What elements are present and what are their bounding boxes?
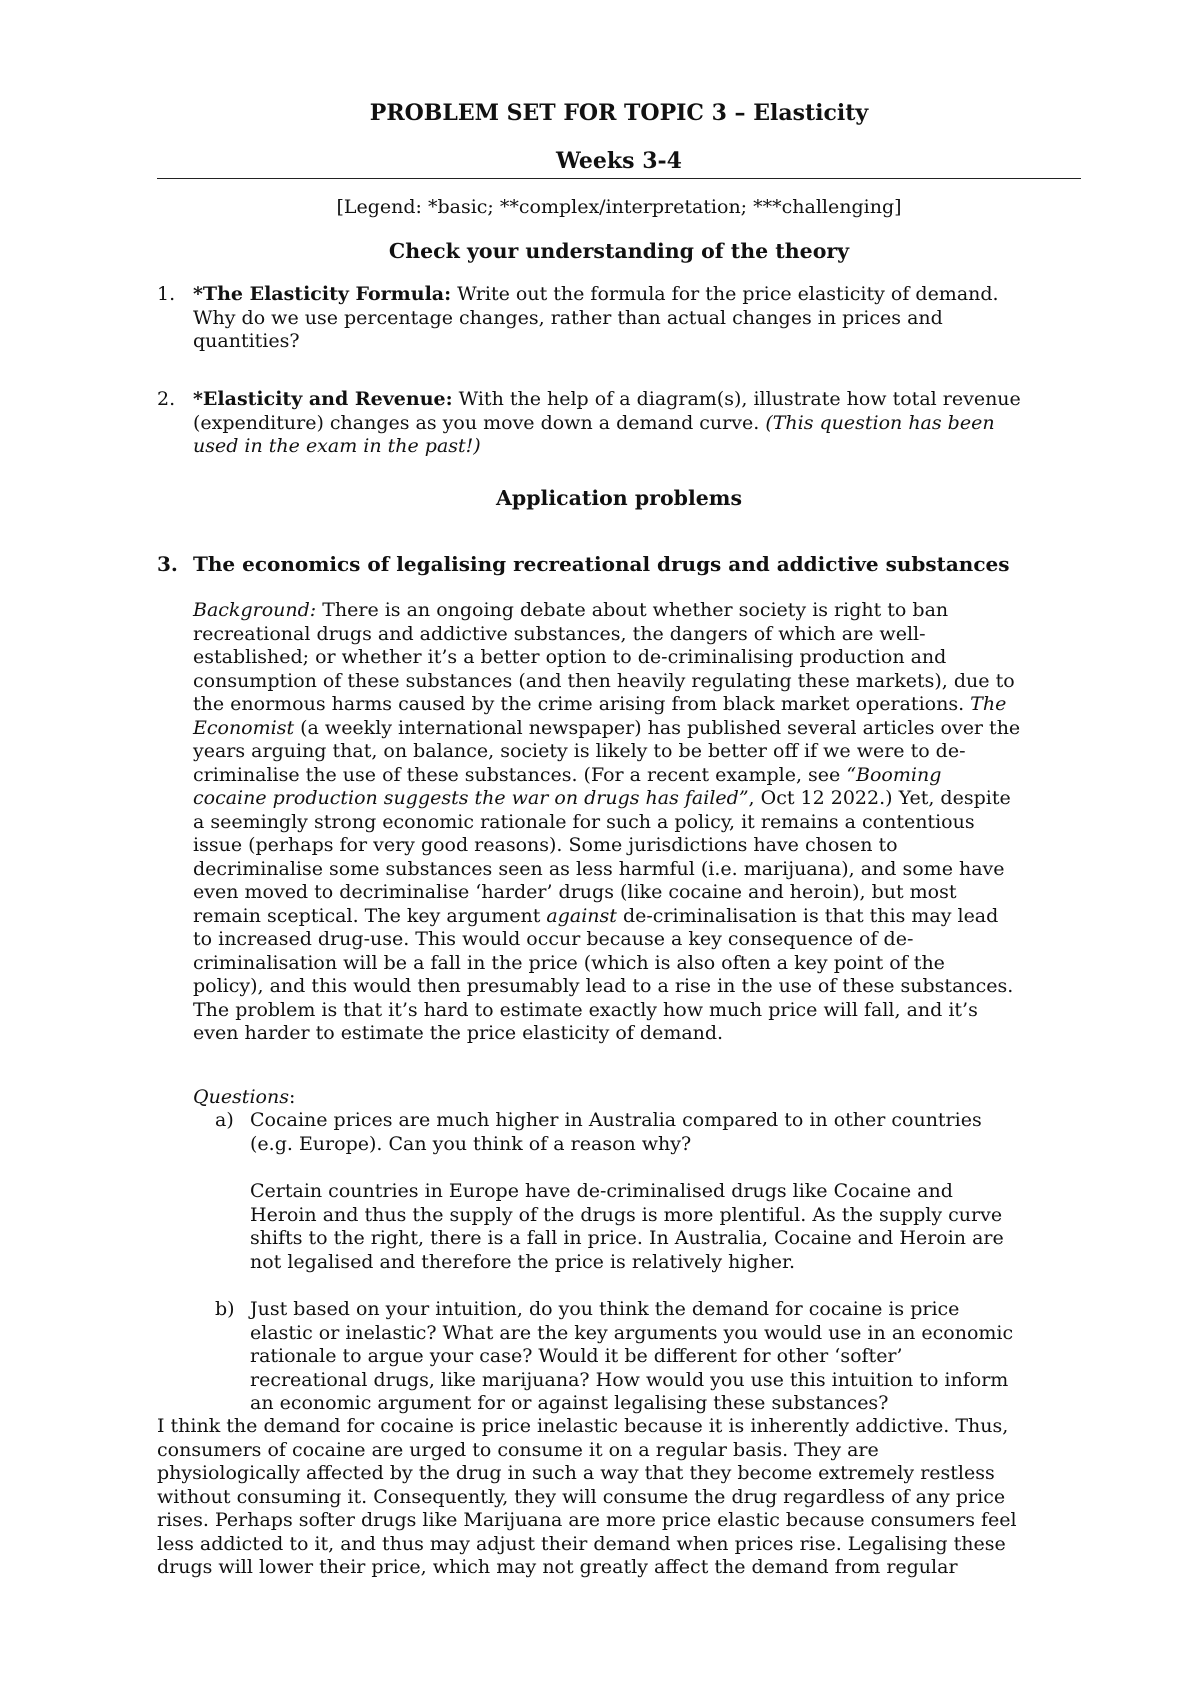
background-line: the enormous harms caused by the crime arising from black market operations. — [193, 693, 971, 715]
question-2-note-2: used in the exam in the past!) — [193, 435, 481, 457]
answer-a-line: shifts to the right, there is a fall in price. In Australia, Cocaine and Heroin are — [250, 1227, 1004, 1249]
background-line: (a weekly international newspaper) has published several articles over the — [294, 716, 1021, 739]
background-line: years arguing that, on balance, society is likely to be better off if we were to de- — [193, 740, 966, 762]
questions-label: Questions — [193, 1086, 289, 1108]
sub-question-b-line: Just based on your intuition, do you think the demand for cocaine is price — [250, 1298, 960, 1320]
question-1 — [193, 283, 1093, 354]
answer-b-line: less addicted to it, and thus may adjust their demand when prices rise. Legalising these — [157, 1532, 1006, 1555]
answer-b-line: rises. Perhaps softer drugs like Marijuana are more price elastic because consumers feel — [157, 1509, 1017, 1531]
background-line: a seemingly strong economic rationale for such a policy, it remains a contentious — [193, 810, 975, 833]
answer-b-line: physiologically affected by the drug in such a way that they become extremely restless — [157, 1462, 995, 1484]
background-line: recreational drugs and addictive substances, the dangers of which are well- — [193, 622, 926, 645]
answer-a-line: Heroin and thus the supply of the drugs is more plentiful. As the supply curve — [250, 1203, 1003, 1226]
sub-question-a-line: (e.g. Europe). Can you think of a reason why? — [250, 1132, 692, 1155]
background-line: criminalisation will be a fall in the price (which is also often a key point of the — [193, 951, 945, 974]
legend: [Legend: *basic; **complex/interpretation; ***challenging] — [336, 196, 902, 218]
background-line: established; or whether it’s a better option to de-criminalising production and — [193, 646, 947, 668]
question-1-text-2: Why do we use percentage changes, rather than actual changes in prices and — [193, 306, 943, 329]
background-label: Background: — [193, 599, 317, 621]
question-3-background — [193, 599, 1093, 1046]
background-line: even harder to estimate the price elasticity of demand. — [193, 1022, 724, 1044]
sub-question-b-line: recreational drugs, like marijuana? How would you use this intuition to inform — [250, 1368, 1009, 1391]
sub-question-b-line: an economic argument for or against legalising these substances? — [250, 1392, 889, 1414]
sub-question-b-label: b) — [215, 1298, 235, 1320]
publication-name: Economist — [193, 716, 295, 739]
question-1-title: *The Elasticity Formula — [193, 283, 445, 305]
background-line: even moved to decriminalise ‘harder’ drugs (like cocaine and heroin), but most — [193, 881, 957, 903]
question-2-text-1: With the help of a diagram(s), illustrate how total revenue — [452, 388, 1021, 410]
title-divider — [157, 178, 1081, 179]
sub-question-b — [250, 1298, 1080, 1416]
question-2-number: 2. — [157, 388, 176, 410]
background-line: , Oct 12 2022.) Yet, despite — [748, 787, 1011, 809]
background-line: to increased drug-use. This would occur because a key consequence of de- — [193, 928, 914, 950]
question-1-number: 1. — [157, 283, 176, 305]
question-2-note: (This question has been — [765, 411, 995, 434]
answer-a — [250, 1180, 1080, 1274]
sub-question-b-line: elastic or inelastic? What are the key arguments you would use in an economic — [250, 1321, 1014, 1344]
question-1-text-1: Write out the formula for the price elasticity of demand. — [451, 283, 999, 305]
page-subtitle: Weeks 3-4 — [556, 148, 682, 174]
answer-b-line: consumers of cocaine are urged to consume it on a regular basis. They are — [157, 1438, 879, 1461]
question-2-text-2: (expenditure) changes as you move down a demand curve. — [193, 411, 766, 434]
background-line: consumption of these substances (and then heavily regulating these markets), due to — [193, 669, 1015, 692]
question-2-title: *Elasticity and Revenue — [193, 388, 446, 410]
background-line: policy), and this would then presumably lead to a rise in the use of these substances. — [193, 975, 1014, 997]
question-1-text-3: quantities? — [193, 330, 300, 352]
question-2-colon: : — [445, 388, 453, 410]
answer-b — [157, 1415, 1087, 1580]
publication-name: The — [970, 693, 1007, 715]
background-line: There is an ongoing debate about whether society is right to ban — [316, 599, 949, 621]
sub-question-a — [250, 1109, 1080, 1156]
answer-a-line: not legalised and therefore the price is relatively higher. — [250, 1250, 796, 1273]
background-line: de-criminalisation is that this may lead — [616, 904, 999, 927]
background-line: decriminalise some substances seen as less harmful (i.e. marijuana), and some have — [193, 857, 1005, 880]
article-title: “Booming — [846, 763, 942, 786]
section-heading-theory: Check your understanding of the theory — [388, 239, 850, 263]
sub-question-a-line: Cocaine prices are much higher in Australia compared to in other countries — [250, 1109, 982, 1131]
question-2-line-1 — [193, 388, 1093, 412]
question-3-title: The economics of legalising recreational drugs and addictive substances — [193, 552, 1010, 576]
emphasis-against: against — [546, 904, 617, 927]
background-line: criminalise the use of these substances. (For a recent example, see — [193, 763, 847, 786]
questions-colon: : — [288, 1086, 296, 1108]
questions-label-line — [193, 1086, 1093, 1110]
background-line: The problem is that it’s hard to estimate exactly how much price will fall, and it’s — [193, 998, 978, 1021]
question-2-line-3 — [193, 435, 1093, 459]
answer-b-line: drugs will lower their price, which may not greatly affect the demand from regular — [157, 1556, 958, 1578]
section-heading-application: Application problems — [495, 486, 743, 510]
question-2 — [193, 388, 1093, 459]
article-title: cocaine production suggests the war on drugs has failed” — [193, 787, 749, 809]
question-1-line-1 — [193, 283, 1093, 307]
page-title: PROBLEM SET FOR TOPIC 3 – Elasticity — [369, 100, 869, 126]
answer-b-line: I think the demand for cocaine is price inelastic because it is inherently addictive. Thus, — [157, 1415, 1009, 1437]
sub-question-b-line: rationale to argue your case? Would it be different for other ‘softer’ — [250, 1345, 903, 1367]
answer-b-line: without consuming it. Consequently, they will consume the drug regardless of any price — [157, 1485, 1006, 1508]
background-line: remain sceptical. The key argument — [193, 904, 547, 927]
question-3-number: 3. — [157, 552, 178, 576]
sub-question-a-label: a) — [215, 1109, 234, 1131]
answer-a-line: Certain countries in Europe have de-criminalised drugs like Cocaine and — [250, 1180, 953, 1202]
background-line: issue (perhaps for very good reasons). Some jurisdictions have chosen to — [193, 834, 898, 856]
question-1-colon: : — [444, 283, 452, 305]
question-2-line-2 — [193, 412, 1093, 436]
